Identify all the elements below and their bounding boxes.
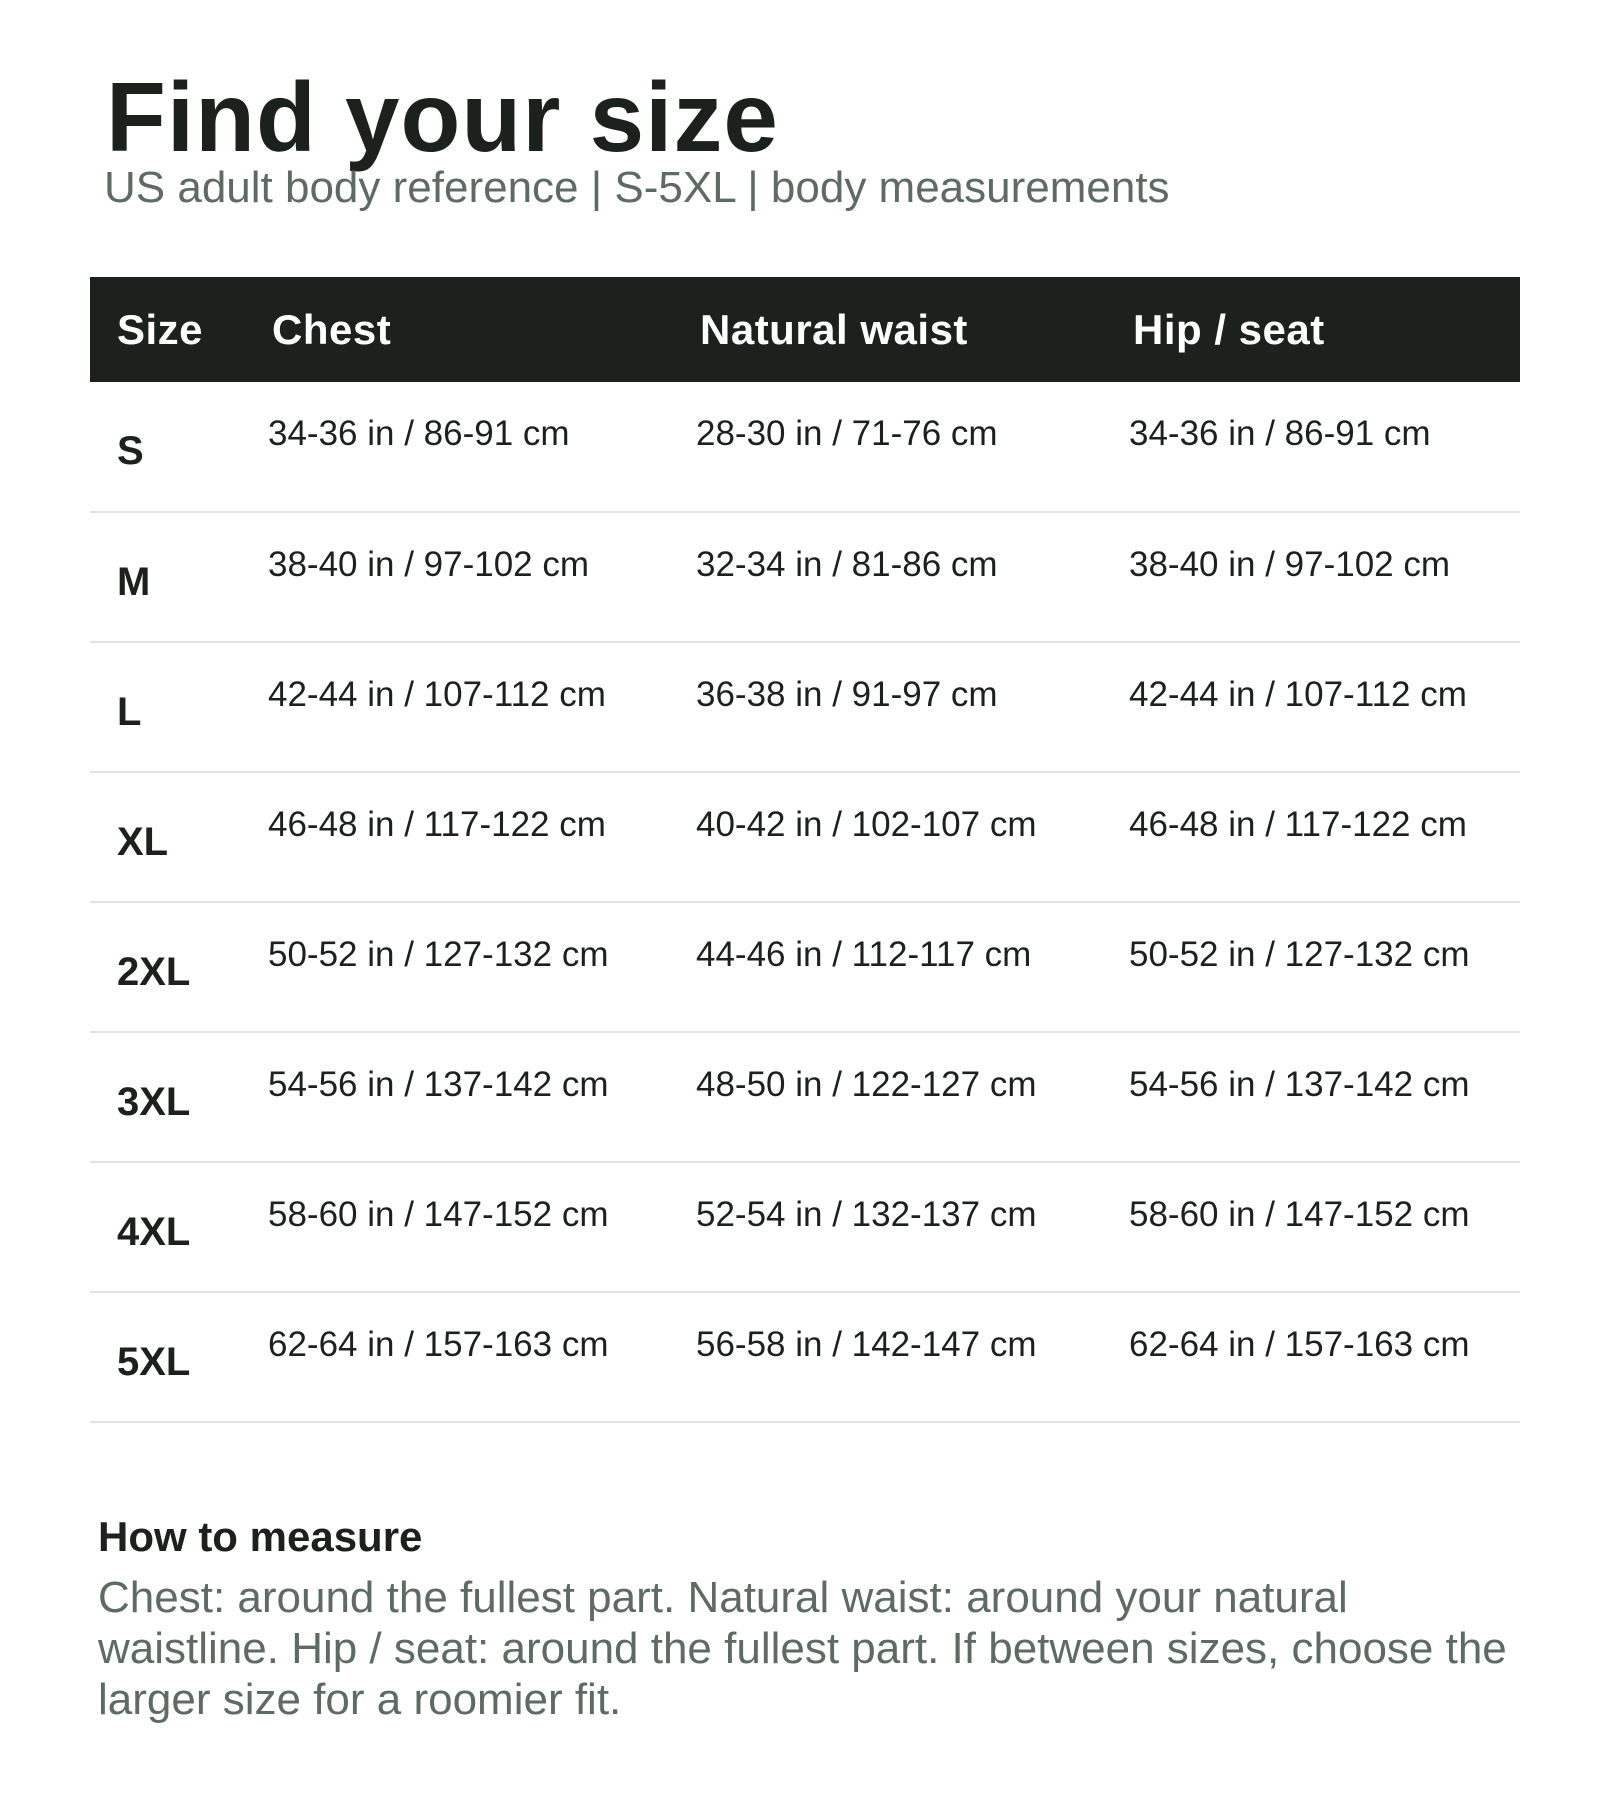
size-label: M xyxy=(90,512,256,642)
column-header-hip-seat: Hip / seat xyxy=(1117,277,1520,382)
table-row xyxy=(90,1292,1520,1422)
waist-value: 56-58 in / 142-147 cm xyxy=(684,1292,1117,1422)
chest-value: 62-64 in / 157-163 cm xyxy=(256,1292,684,1422)
chest-value: 42-44 in / 107-112 cm xyxy=(256,642,684,772)
waist-value: 44-46 in / 112-117 cm xyxy=(684,902,1117,1032)
waist-value: 28-30 in / 71-76 cm xyxy=(684,382,1117,512)
size-label: L xyxy=(90,642,256,772)
hip-value: 50-52 in / 127-132 cm xyxy=(1117,902,1520,1032)
chest-value: 34-36 in / 86-91 cm xyxy=(256,382,684,512)
chest-value: 54-56 in / 137-142 cm xyxy=(256,1032,684,1162)
table-row xyxy=(90,512,1520,642)
table-row xyxy=(90,1162,1520,1292)
waist-value: 52-54 in / 132-137 cm xyxy=(684,1162,1117,1292)
table-header-row xyxy=(90,277,1520,382)
chest-value: 58-60 in / 147-152 cm xyxy=(256,1162,684,1292)
hip-value: 34-36 in / 86-91 cm xyxy=(1117,382,1520,512)
page-title: Find your size xyxy=(106,62,779,172)
column-header-size: Size xyxy=(90,277,256,382)
column-header-natural-waist: Natural waist xyxy=(684,277,1117,382)
hip-value: 62-64 in / 157-163 cm xyxy=(1117,1292,1520,1422)
table-row xyxy=(90,902,1520,1032)
how-to-measure-text: Chest: around the fullest part. Natural waist: around your natural waistline. Hip / seat: around the fullest part. If between sizes, choose the larger size for a roomier fit. xyxy=(98,1573,1507,1724)
size-chart-table xyxy=(90,277,1520,1423)
size-label: 2XL xyxy=(90,902,256,1032)
column-header-chest: Chest xyxy=(256,277,684,382)
waist-value: 36-38 in / 91-97 cm xyxy=(684,642,1117,772)
size-label: 3XL xyxy=(90,1032,256,1162)
size-label: S xyxy=(90,382,256,512)
waist-value: 32-34 in / 81-86 cm xyxy=(684,512,1117,642)
size-label: XL xyxy=(90,772,256,902)
size-label: 5XL xyxy=(90,1292,256,1422)
hip-value: 46-48 in / 117-122 cm xyxy=(1117,772,1520,902)
hip-value: 42-44 in / 107-112 cm xyxy=(1117,642,1520,772)
chest-value: 46-48 in / 117-122 cm xyxy=(256,772,684,902)
table-row xyxy=(90,1032,1520,1162)
table-header xyxy=(90,277,1520,382)
how-to-measure-heading: How to measure xyxy=(98,1513,423,1560)
table-body xyxy=(90,382,1520,1422)
size-label: 4XL xyxy=(90,1162,256,1292)
table-row xyxy=(90,642,1520,772)
hip-value: 54-56 in / 137-142 cm xyxy=(1117,1032,1520,1162)
waist-value: 48-50 in / 122-127 cm xyxy=(684,1032,1117,1162)
chest-value: 50-52 in / 127-132 cm xyxy=(256,902,684,1032)
chest-value: 38-40 in / 97-102 cm xyxy=(256,512,684,642)
waist-value: 40-42 in / 102-107 cm xyxy=(684,772,1117,902)
table-row xyxy=(90,772,1520,902)
hip-value: 38-40 in / 97-102 cm xyxy=(1117,512,1520,642)
table-row xyxy=(90,382,1520,512)
page-subtitle: US adult body reference | S-5XL | body measurements xyxy=(104,163,1170,212)
hip-value: 58-60 in / 147-152 cm xyxy=(1117,1162,1520,1292)
